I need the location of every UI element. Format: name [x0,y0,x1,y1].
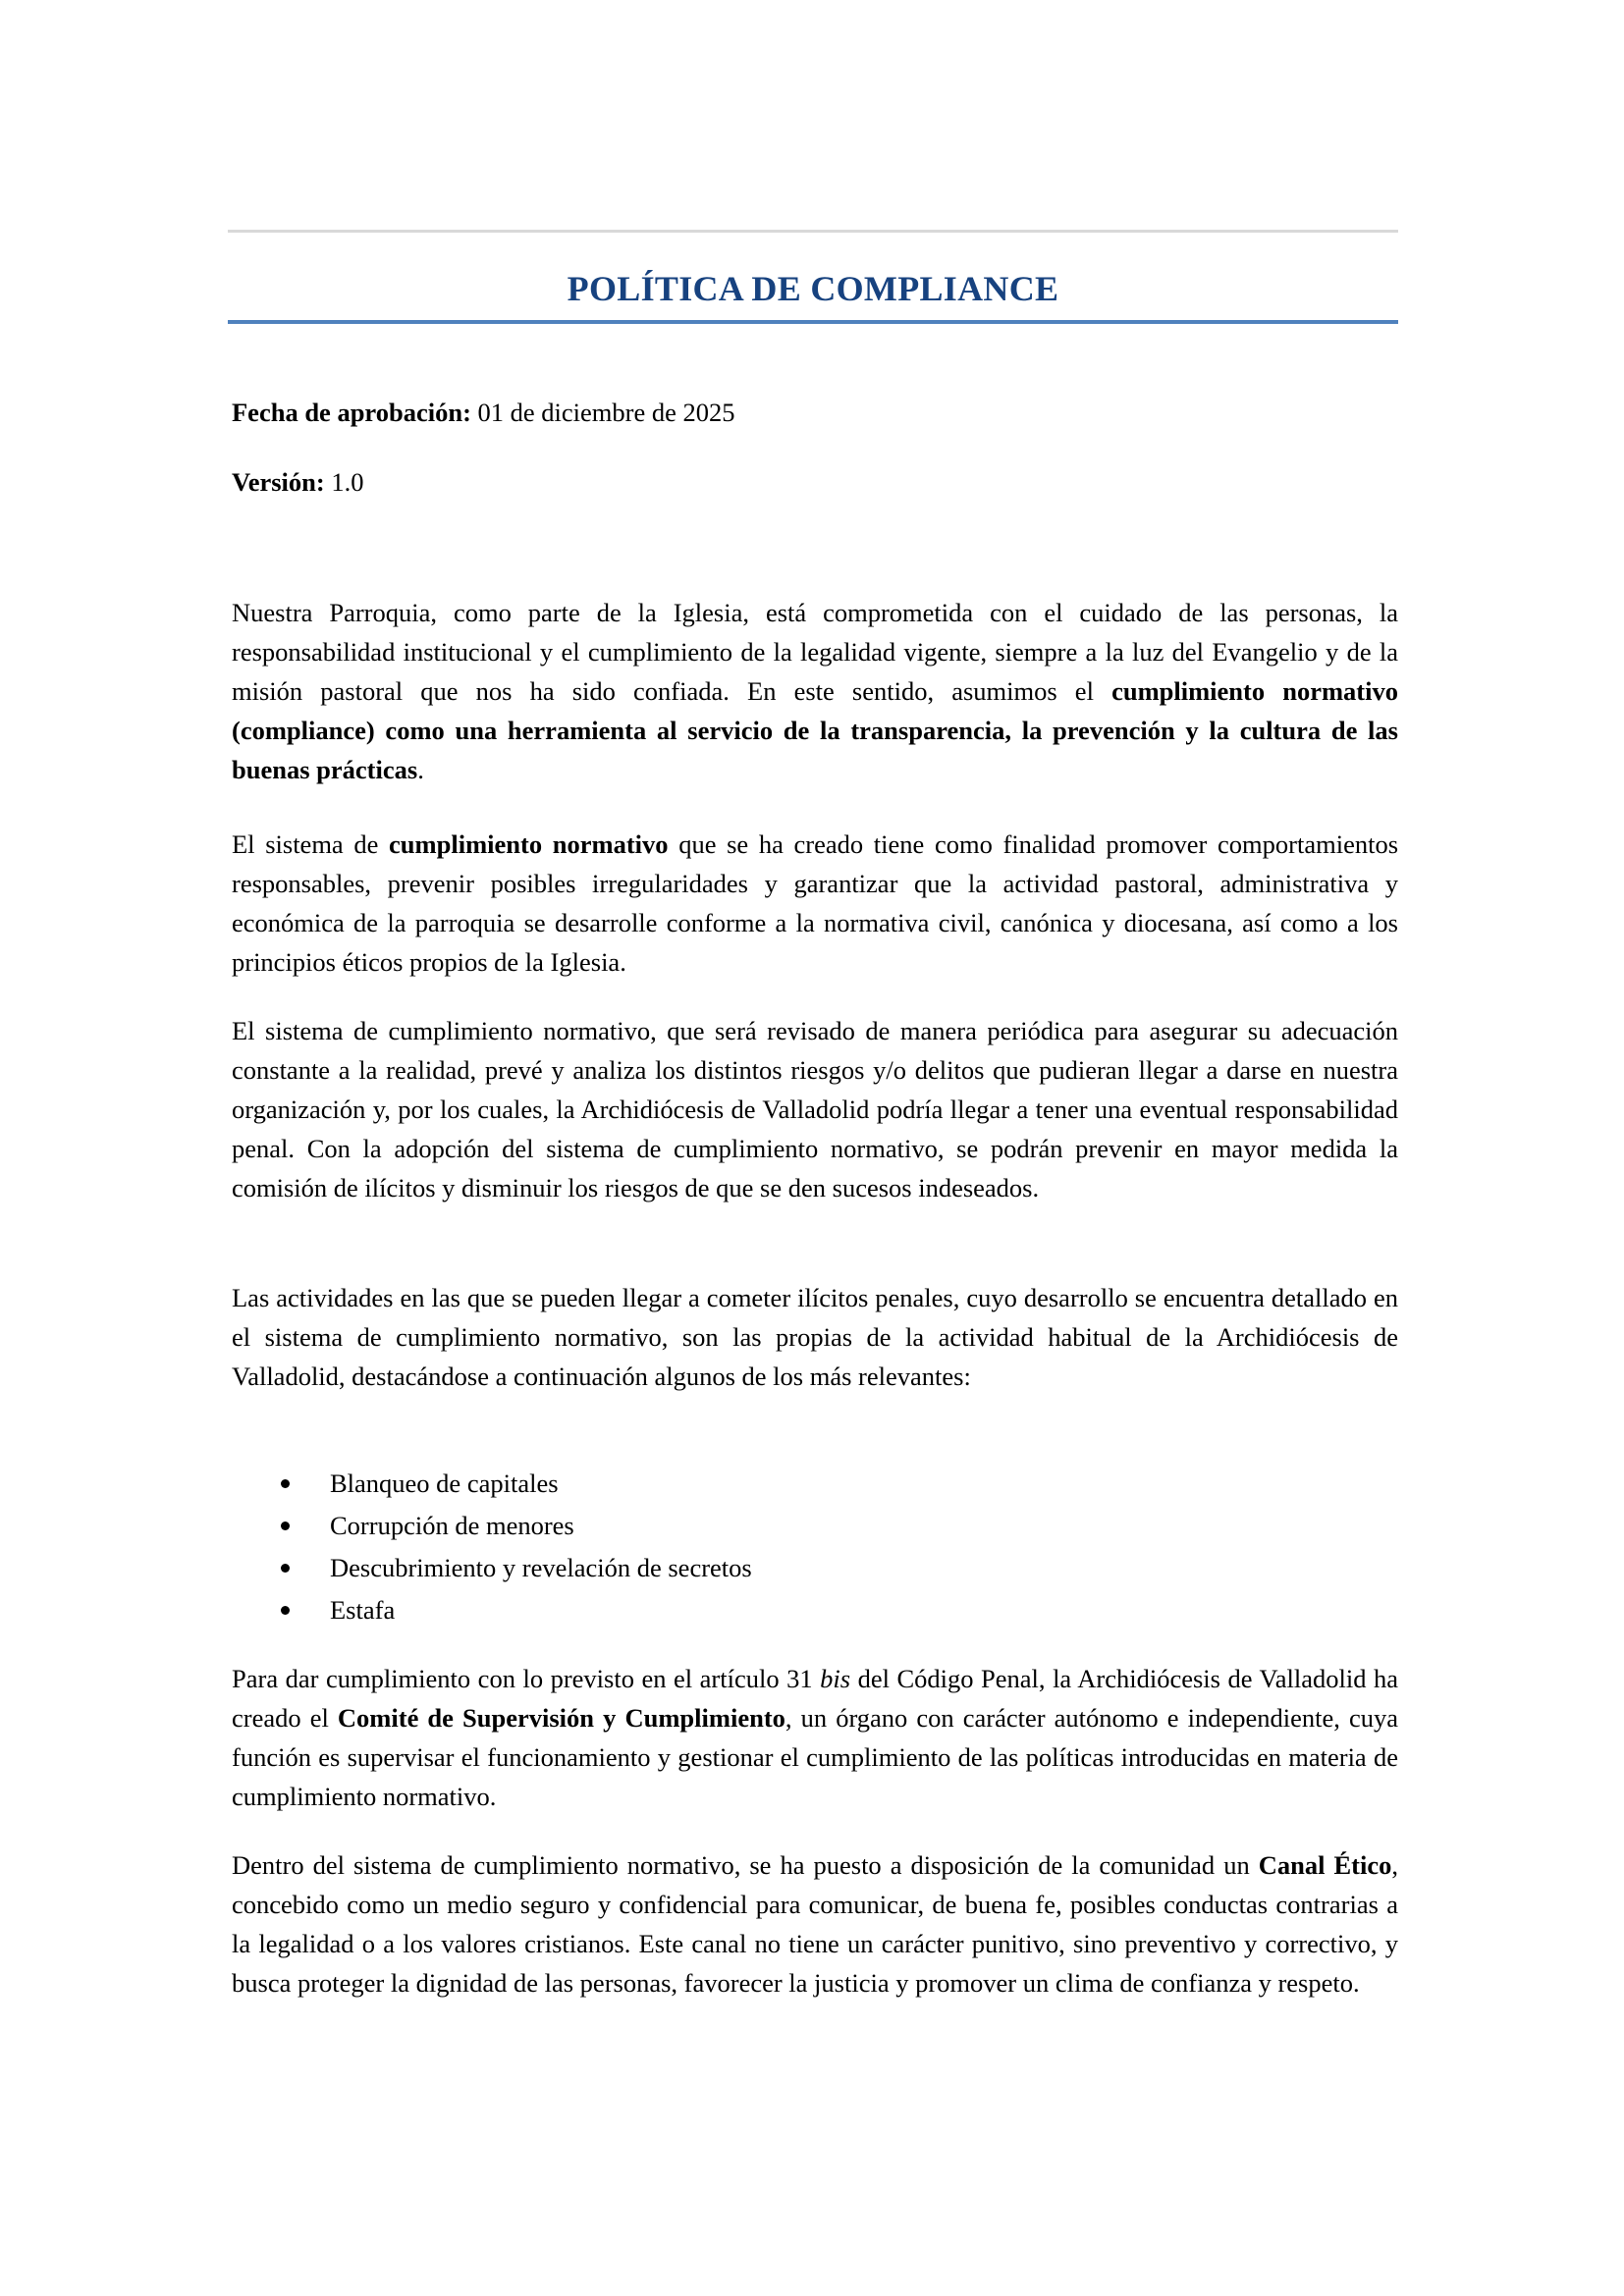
version-label: Versión: [232,467,325,497]
paragraph-intro [232,593,1398,789]
list-item-text: Estafa [330,1595,396,1625]
paragraph-text: Las actividades en las que se pueden llegar a cometer ilícitos penales, cuyo desarrollo se encuentra detallado en el sistema de cumplimiento normativo, son las propias de la actividad habitual de la Archidiócesis de Valladolid, destacándose a continuación algunos de los más relevantes: [232,1283,1398,1391]
approval-date [232,393,735,432]
paragraph-purpose [232,825,1398,982]
paragraph-text: Dentro del sistema de cumplimiento normativo, se ha puesto a disposición de la comunidad un [232,1850,1259,1880]
version [232,462,363,502]
paragraph-ethics-channel [232,1845,1398,2002]
list-item-text: Corrupción de menores [330,1511,574,1540]
paragraph-text: que se ha creado tiene como finalidad promover comportamientos responsables, prevenir posibles irregularidades y garantizar que la actividad pastoral, administrativa y económica de la parroquia se desarrolle conforme a la normativa civil, canónica y diocesana, así como a los principios éticos propios de la Iglesia. [232,829,1399,977]
list-item [232,1589,1398,1631]
paragraph-text: Nuestra Parroquia, como parte de la Iglesia, está comprometida con el cuidado de las personas, la responsabilidad institucional y el cumplimiento de la legalidad vigente, siempre a la luz del Evangelio y de la misión pastoral que nos ha sido confiada. En este sentido, asumimos el [232,598,1398,706]
risk-list [232,1463,1398,1631]
bullet-dot-icon [281,1564,290,1573]
bullet-dot-icon [281,1479,290,1488]
document-title: POLÍTICA DE COMPLIANCE [567,269,1059,308]
top-divider [228,230,1398,233]
list-item [232,1547,1398,1589]
list-item [232,1463,1398,1505]
paragraph-bold-text: cumplimiento normativo [389,829,669,859]
paragraph-bold-text: Comité de Supervisión y Cumplimiento [337,1703,785,1733]
title-underline [228,320,1398,324]
paragraph-activities [232,1278,1398,1396]
approval-date-value: 01 de diciembre de 2025 [470,398,735,427]
paragraph-text: , concebido como un medio seguro y confidencial para comunicar, de buena fe, posibles conductas contrarias a la legalidad o a los valores cristianos. Este canal no tiene un carácter punitivo, sino preventivo y correctivo, y busca proteger la dignidad de las personas, favorecer la justicia y promover un clima de confianza y respeto. [232,1850,1398,1998]
paragraph-italic-text: bis [820,1664,851,1693]
list-item [232,1505,1398,1547]
approval-date-label: Fecha de aprobación: [232,398,471,427]
paragraph-review [232,1011,1398,1207]
paragraph-text: El sistema de cumplimiento normativo, que será revisado de manera periódica para asegurar su adecuación constante a la realidad, prevé y analiza los distintos riesgos y/o delitos que pudieran llegar a darse en nuestra organización y, por los cuales, la Archidiócesis de Valladolid podría llegar a tener una eventual responsabilidad penal. Con la adopción del sistema de cumplimiento normativo, se podrán prevenir en mayor medida la comisión de ilícitos y disminuir los riesgos de que se den sucesos indeseados. [232,1016,1398,1202]
paragraph-text: El sistema de [232,829,390,859]
paragraph-text: del Código Penal, la Archidiócesis de Valladolid ha creado el [232,1664,1398,1733]
bullet-dot-icon [281,1606,290,1615]
paragraph-text: , un órgano con carácter autónomo e independiente, cuya función es supervisar el funcionamiento y gestionar el cumplimiento de las políticas introducidas en materia de cumplimiento normativo. [232,1703,1398,1811]
paragraph-bold-text: cumplimiento normativo (compliance) como una herramienta al servicio de la transparencia, la prevención y la cultura de las buenas prácticas [232,676,1398,784]
list-item-text: Blanqueo de capitales [330,1468,559,1498]
paragraph-committee [232,1659,1398,1816]
paragraph-bold-text: Canal Ético [1258,1850,1392,1880]
bullet-dot-icon [281,1522,290,1530]
list-item-text: Descubrimiento y revelación de secretos [330,1553,752,1582]
paragraph-text: . [417,755,424,784]
version-value: 1.0 [324,467,364,497]
paragraph-text: Para dar cumplimiento con lo previsto en el artículo 31 [232,1664,821,1693]
